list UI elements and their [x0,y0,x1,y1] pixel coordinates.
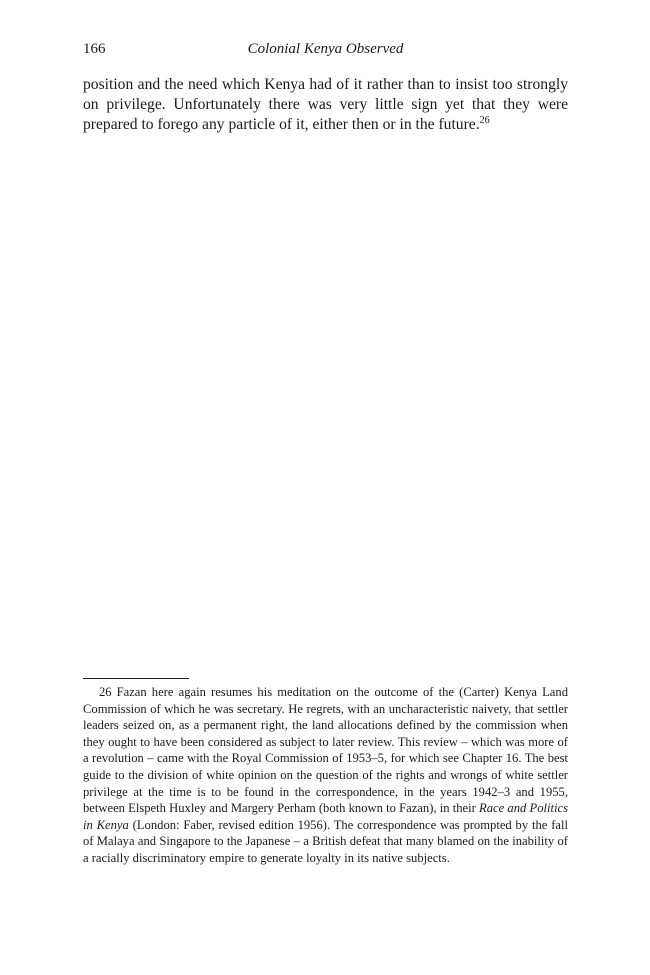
body-paragraph [83,75,568,135]
page-number: 166 [83,41,106,57]
footnote-number: 26 [99,685,112,699]
running-head: Colonial Kenya Observed [247,41,404,57]
body-paragraph-text: position and the need which Kenya had of it rather than to insist too strongly on privilege. Unfortunately there was very little sign yet that they were prepared to forego any particle of it, either then or in the future. [83,76,568,133]
footnote-rule [83,678,189,679]
footnote-text-part1: Fazan here again resumes his meditation on the outcome of the (Carter) Kenya Land Commission of which he was secretary. He regrets, with an uncharacteristic naivety, that settler leaders seized on, as a permanent right, the land allocations defined by the commission when they ought to have been considered as subject to later review. This review – which was more of a revolution – came with the Royal Commission of 1953–5, for which see Chapter 16. The best guide to the division of white opinion on the question of the rights and wrongs of white settler privilege at the time is to be found in the correspondence, in the years 1942–3 and 1955, between Elspeth Huxley and Margery Perham (both known to Fazan), in their [83,685,568,816]
footnote-reference[interactable]: 26 [479,115,490,126]
footnote-text-part2: (London: Faber, revised edition 1956). The correspondence was prompted by the fall of Malaya and Singapore to the Japanese – a British defeat that many blamed on the inability of a racially discriminatory empire to generate loyalty in its native subjects. [83,817,569,865]
footnote [83,684,568,867]
footnote-book-title: Race and Politics in Kenya [83,801,568,832]
